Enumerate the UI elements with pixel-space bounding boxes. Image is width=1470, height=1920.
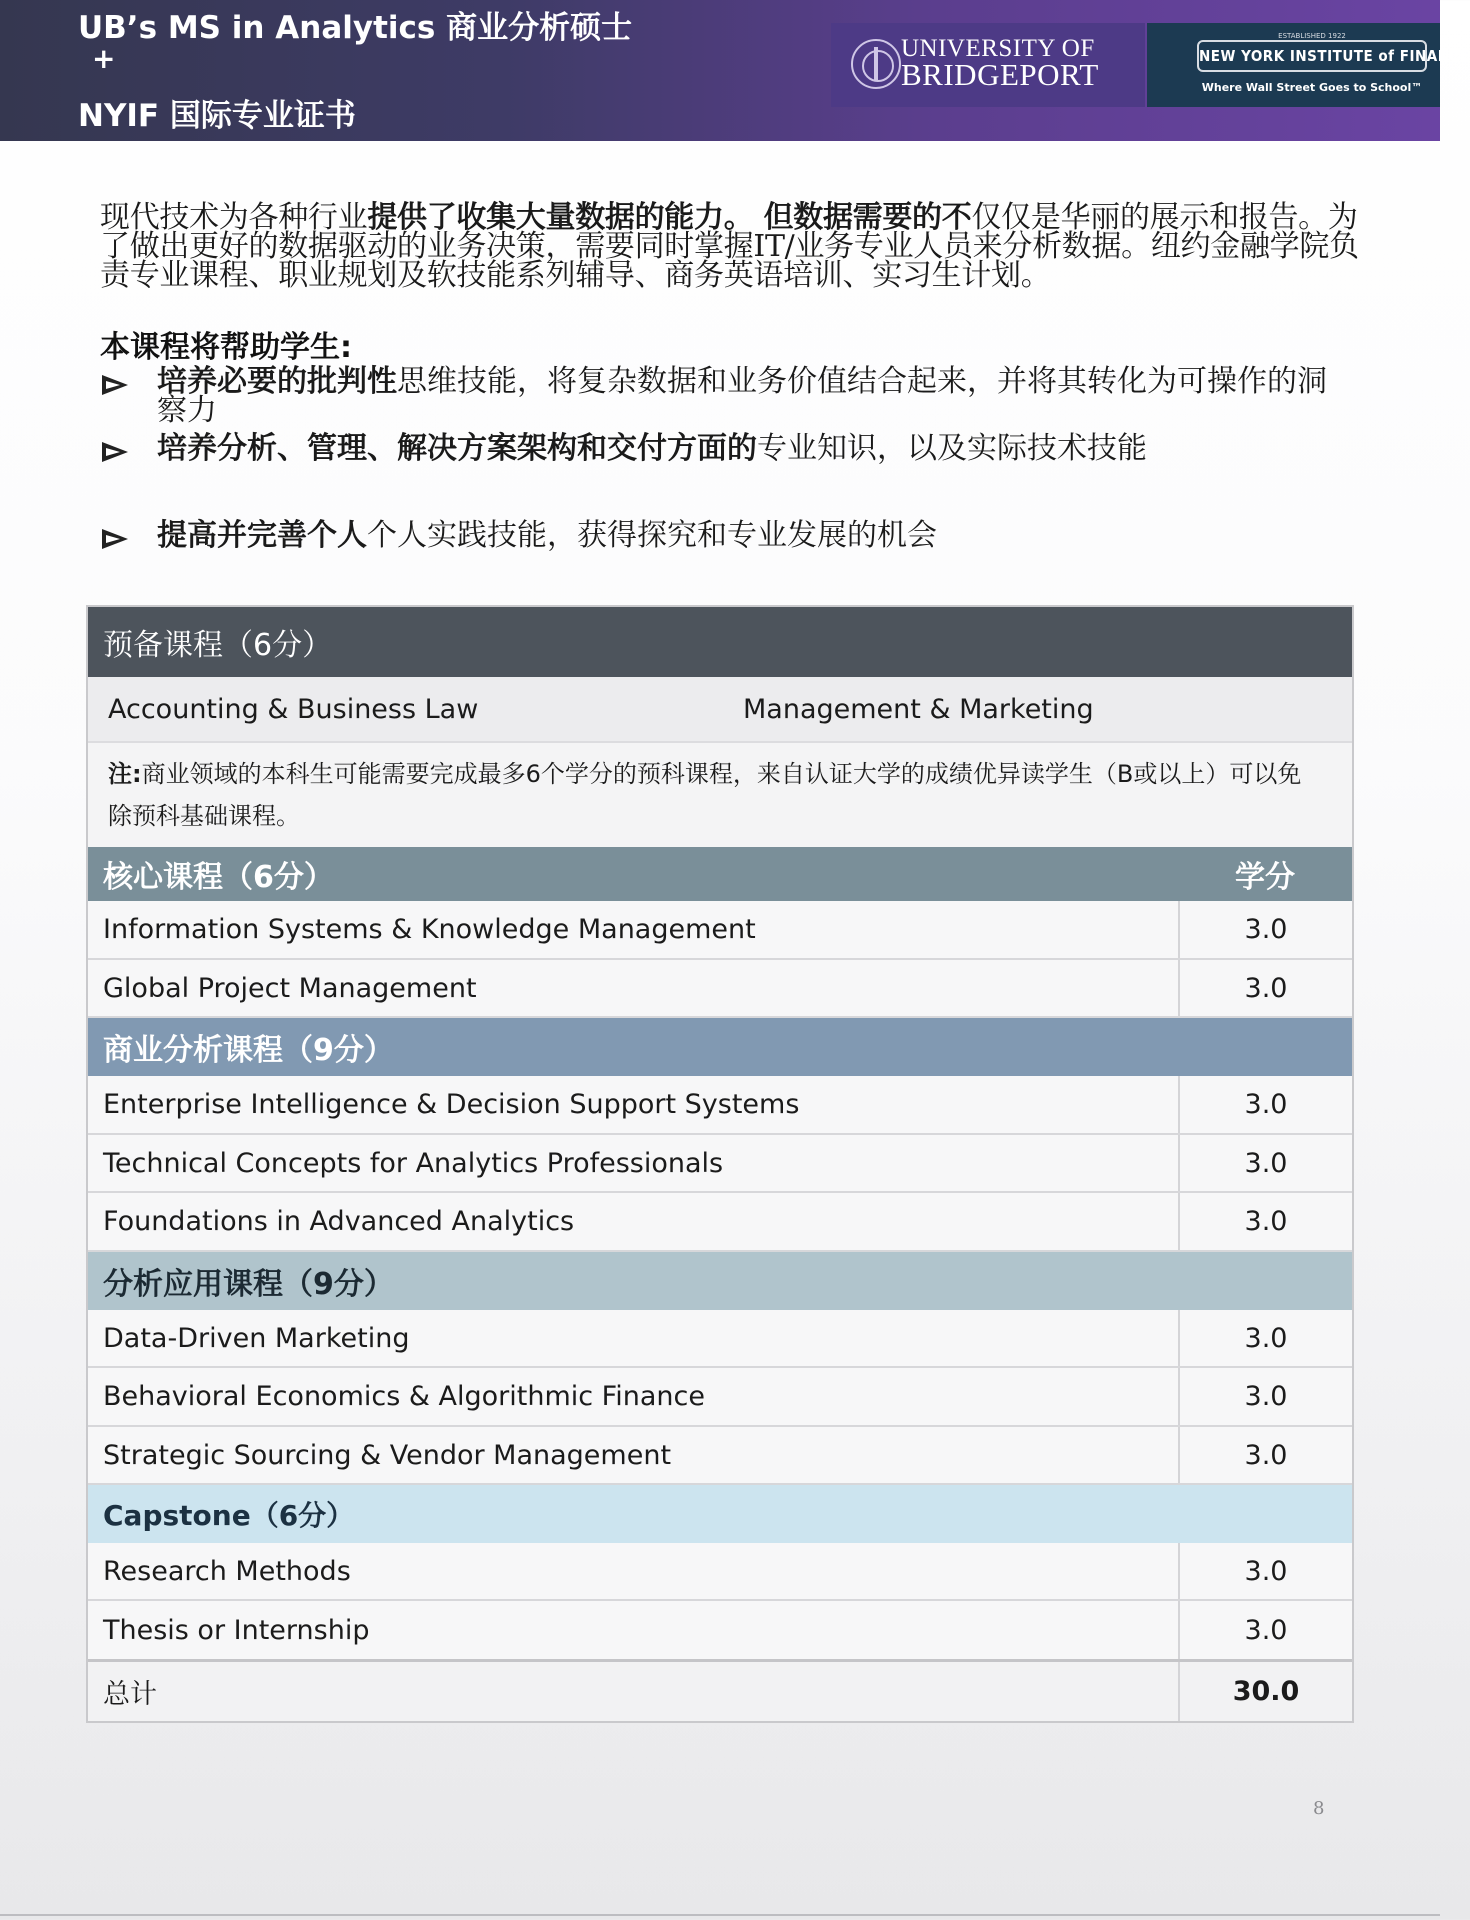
course-name: Information Systems & Knowledge Management xyxy=(103,914,756,945)
total-row xyxy=(88,1659,1352,1721)
header-subtitle: NYIF 国际专业证书 xyxy=(78,98,356,134)
total-credit: 30.0 xyxy=(1178,1662,1352,1721)
course-name: Enterprise Intelligence & Decision Support Systems xyxy=(103,1089,800,1120)
goal-text-rest: 个人实践技能，获得探究和专业发展的机会 xyxy=(367,518,937,553)
ba-section-header xyxy=(88,1018,1352,1076)
table-row xyxy=(88,1135,1352,1193)
course-name: Data-Driven Marketing xyxy=(103,1322,410,1354)
intro-paragraph xyxy=(100,200,1365,293)
table-row xyxy=(88,901,1352,960)
ba-section-title: 商业分析课程（9分） xyxy=(103,1033,394,1068)
course-credit: 3.0 xyxy=(1178,1427,1352,1483)
ub-logo-line1: UNIVERSITY OF xyxy=(901,35,1095,62)
prep-section-title: 预备课程（6分） xyxy=(103,628,333,663)
table-row xyxy=(88,1368,1352,1427)
total-label: 总计 xyxy=(103,1679,157,1710)
page-number: 8 xyxy=(1313,1798,1325,1819)
course-credit: 3.0 xyxy=(1178,960,1352,1016)
ub-logo-line2: BRIDGEPORT xyxy=(901,57,1099,92)
prep-note-row xyxy=(88,743,1352,847)
prep-course-left: Accounting & Business Law xyxy=(108,693,479,725)
app-section-header xyxy=(88,1252,1352,1310)
nyif-logo-established: ESTABLISHED 1922 xyxy=(1247,32,1377,40)
goal-text xyxy=(157,431,1337,466)
note-text: 商业领域的本科生可能需要完成最多6个学分的预科课程，来自认证大学的成绩优异读学生（B或以上）可以免除预科基础课程。 xyxy=(108,760,1302,830)
goal-text-bold: 提高并完善个人 xyxy=(157,518,367,553)
course-credit: 3.0 xyxy=(1178,1076,1352,1133)
nyif-logo-name: NEW YORK INSTITUTE of FINANCE xyxy=(1197,40,1427,72)
capstone-section-title: Capstone（6分） xyxy=(103,1499,355,1532)
nyif-logo xyxy=(1147,23,1470,107)
arrow-bullet-icon xyxy=(102,529,128,549)
note-label: 注: xyxy=(108,760,142,788)
course-name: Foundations in Advanced Analytics xyxy=(103,1206,575,1237)
prep-courses-row xyxy=(88,677,1352,743)
arrow-bullet-icon xyxy=(102,375,128,395)
header-title: UB’s MS in Analytics 商业分析硕士 xyxy=(78,10,633,46)
course-credit: 3.0 xyxy=(1178,1368,1352,1425)
course-name: Research Methods xyxy=(103,1555,351,1587)
course-credit: 3.0 xyxy=(1178,1193,1352,1250)
goal-text-bold: 培养必要的批判性 xyxy=(157,364,397,399)
prep-course-right: Management & Marketing xyxy=(743,693,1094,725)
course-credit: 3.0 xyxy=(1178,1601,1352,1659)
goal-text-bold: 培养分析、管理、解决方案架构和交付方面的 xyxy=(157,431,757,466)
credit-column-header: 学分 xyxy=(1235,860,1295,895)
curriculum-table xyxy=(86,605,1354,1723)
goal-text xyxy=(157,518,1337,553)
prep-note xyxy=(108,753,1308,837)
bottom-divider xyxy=(0,1914,1440,1916)
nyif-logo-tagline: Where Wall Street Goes to School™ xyxy=(1201,81,1423,94)
intro-text-bold: 提供了收集大量数据的能力。 但数据需要的不 xyxy=(367,200,972,235)
page-header xyxy=(0,0,1470,141)
table-row xyxy=(88,1543,1352,1601)
course-name: Behavioral Economics & Algorithmic Finance xyxy=(103,1381,705,1412)
prep-section-header xyxy=(88,607,1352,677)
table-row xyxy=(88,1427,1352,1485)
course-credit: 3.0 xyxy=(1178,901,1352,958)
table-row xyxy=(88,1601,1352,1659)
core-section-header xyxy=(88,847,1352,901)
course-credit: 3.0 xyxy=(1178,1135,1352,1191)
table-row xyxy=(88,1076,1352,1135)
capstone-section-header xyxy=(88,1485,1352,1543)
course-credit: 3.0 xyxy=(1178,1543,1352,1599)
goal-text xyxy=(157,364,1337,428)
goals-heading: 本课程将帮助学生: xyxy=(100,330,352,365)
course-name: Thesis or Internship xyxy=(103,1614,370,1646)
arrow-bullet-icon xyxy=(102,442,128,462)
course-credit: 3.0 xyxy=(1178,1310,1352,1366)
course-name: Global Project Management xyxy=(103,972,477,1004)
table-row xyxy=(88,960,1352,1018)
university-of-bridgeport-logo xyxy=(831,23,1145,107)
goal-text-rest: 专业知识，以及实际技术技能 xyxy=(757,431,1147,466)
ub-seal-icon xyxy=(851,39,901,89)
header-plus: + xyxy=(92,42,116,75)
app-section-title: 分析应用课程（9分） xyxy=(103,1267,394,1302)
course-name: Strategic Sourcing & Vendor Management xyxy=(103,1439,672,1471)
course-name: Technical Concepts for Analytics Professionals xyxy=(103,1147,724,1179)
goal-text-rest: 思维技能，将复杂数据和业务价值结合起来，并将其转化为可操作的洞察力 xyxy=(157,364,1327,428)
intro-text-rest: 仅仅是华丽的展示和报告。为了做出更好的数据驱动的业务决策，需要同时掌握IT/业务专业人员来分析数据。纽约金融学院负责专业课程、职业规划及软技能系列辅导、商务英语培训、实习生计划。 xyxy=(100,200,1359,293)
table-row xyxy=(88,1310,1352,1368)
core-section-title: 核心课程（6分） xyxy=(103,860,334,895)
intro-text-start: 现代技术为各种行业 xyxy=(100,200,368,235)
table-row xyxy=(88,1193,1352,1252)
